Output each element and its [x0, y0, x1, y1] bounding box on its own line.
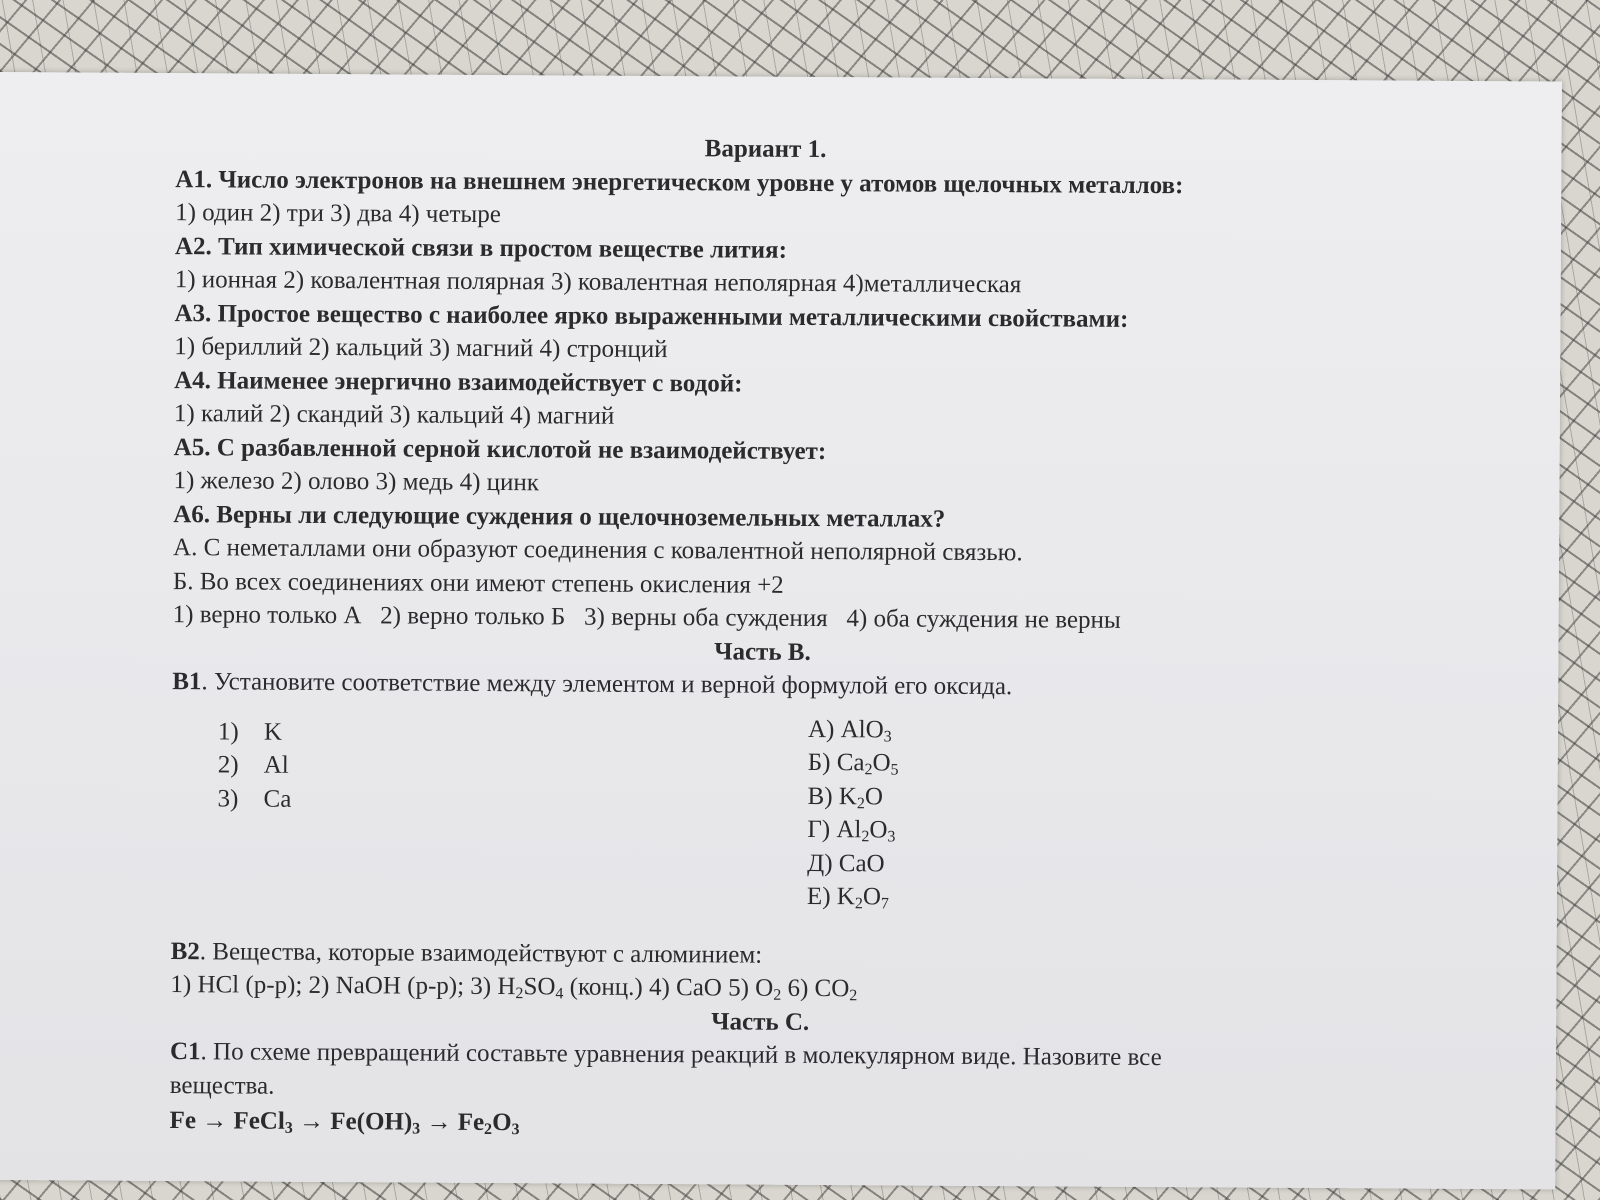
question-label: В2 — [170, 937, 200, 965]
elements-column — [217, 715, 291, 816]
question-text — [172, 665, 1352, 706]
question-text: А5. С разбавленной серной кислотой не взаимодействует: — [173, 433, 827, 465]
question-body: . Вещества, которые взаимодействуют с алюминием: — [199, 937, 763, 969]
question-b2 — [170, 935, 1350, 1009]
answer-options: 1) ионная 2) ковалентная полярная 3) ковалентная неполярная 4)металлическая — [174, 266, 1022, 299]
oxide-item: Б) $Ca_2O_5$ — [807, 748, 899, 779]
answer-option: 1) верно только А — [172, 601, 362, 630]
question-body: . По схеме превращений составьте уравнения реакций в молекулярном виде. Назовите все — [200, 1038, 1162, 1072]
reaction-chain: Fe → FeCl$_3$ → $Fe(OH)_3 \to Fe_2O_3$ — [169, 1107, 520, 1139]
answer-option: 2) верно только Б — [380, 602, 566, 631]
variant-title: Вариант 1. — [704, 135, 827, 164]
question-body: . Установите соответствие между элементом и верной формулой его оксида. — [201, 668, 1013, 701]
answer-options: 1) калий 2) скандий 3) кальций 4) магний — [173, 400, 615, 430]
question-a5 — [173, 431, 1353, 505]
element-item: 3) Ca — [217, 784, 292, 813]
answer-options: 1) железо 2) олово 3) медь 4) цинк — [173, 467, 540, 497]
question-a1 — [175, 163, 1355, 237]
statement-a: А. С неметаллами они образуют соединения с ковалентной неполярной связью. — [173, 534, 1023, 567]
question-text: А6. Верны ли следующие суждения о щелочноземельных металлах? — [173, 500, 946, 533]
oxide-item: Г) $Al_2O_3$ — [807, 815, 896, 846]
matching-table — [171, 715, 1352, 942]
answer-options: 1) один 2) три 3) два 4) четыре — [175, 199, 501, 229]
answer-option: 3) верны оба суждения — [583, 603, 828, 633]
answer-option: 4) оба суждения не верны — [846, 605, 1121, 634]
paper-sheet — [0, 72, 1562, 1190]
oxide-item: А) AlO$_3$ — [807, 715, 892, 745]
oxides-column — [807, 712, 899, 914]
question-a4 — [174, 364, 1354, 438]
question-a2 — [175, 230, 1355, 304]
question-a6 — [173, 498, 1354, 639]
question-c1 — [169, 1035, 1350, 1145]
oxide-item: Д) CaO — [807, 849, 885, 877]
element-item: 1) K — [217, 717, 283, 746]
question-text: А1. Число электронов на внешнем энергетическом уровне у атомов щелочных металлов: — [175, 165, 1184, 199]
answer-options: 1) бериллий 2) кальций 3) магний 4) стронций — [174, 333, 668, 364]
part-c-heading: Часть С. — [711, 1007, 810, 1036]
element-item: 2) Al — [217, 751, 289, 779]
question-text-continued: вещества. — [169, 1071, 275, 1100]
question-text: А3. Простое вещество с наиболее ярко выраженными металлическими свойствами: — [174, 299, 1129, 333]
oxide-item: В) $K_2O$ — [807, 782, 884, 812]
document-content — [169, 129, 1355, 1145]
question-b1 — [171, 665, 1353, 942]
question-text: А2. Тип химической связи в простом веществе лития: — [174, 232, 788, 264]
oxide-item: Е) $K_2O_7$ — [806, 882, 889, 913]
question-label: С1 — [169, 1038, 201, 1066]
statement-b: Б. Во всех соединениях они имеют степень окисления +2 — [172, 567, 784, 599]
question-a3 — [174, 297, 1354, 371]
question-text: А4. Наименее энергично взаимодействует с водой: — [174, 366, 743, 398]
answer-options: 1) HCl (р-р); 2) NaOH (р-р); 3) $H_2SO_4$ (конц.) 4) CaO 5) $O_2$ 6) $CO_2$ — [170, 971, 858, 1005]
part-b-heading: Часть В. — [714, 637, 811, 666]
question-label: В1 — [172, 668, 202, 696]
